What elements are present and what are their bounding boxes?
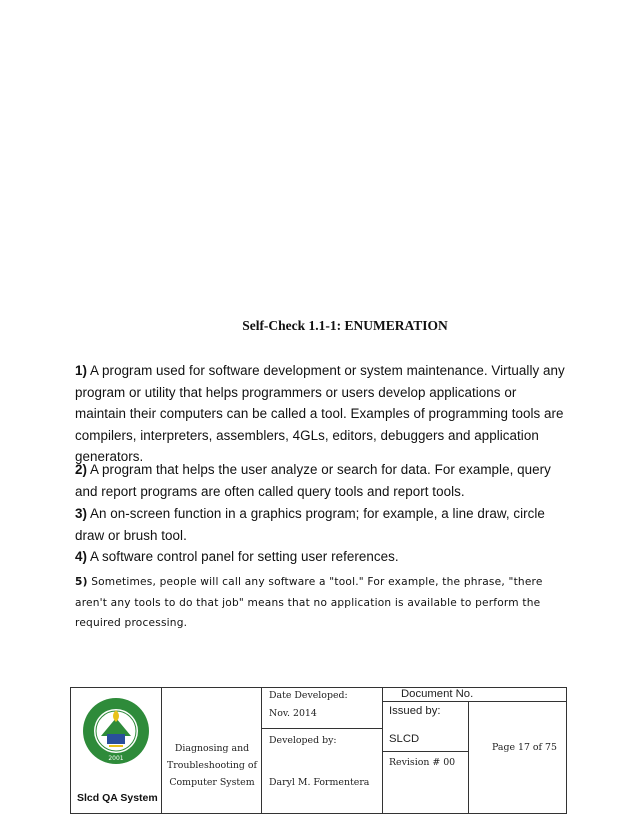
enumeration-item-3 bbox=[75, 503, 570, 546]
college-seal-logo bbox=[81, 696, 151, 766]
enumeration-item-5 bbox=[75, 572, 570, 634]
date-developed-label: Date Developed: bbox=[269, 690, 348, 701]
item-text: A program that helps the user analyze or search for data. For example, query and report programs are often called query tools and report tools. bbox=[75, 462, 551, 499]
issued-by-label: Issued by: bbox=[389, 705, 441, 717]
developed-by-label: Developed by: bbox=[269, 735, 337, 746]
item-number: 1) bbox=[75, 363, 88, 378]
course-title: Diagnosing and Troubleshooting of Computer System bbox=[167, 743, 258, 788]
enumeration-item-2 bbox=[75, 459, 570, 502]
divider bbox=[261, 688, 262, 813]
developed-by-value: Daryl M. Formentera bbox=[269, 777, 370, 788]
section-heading: Self-Check 1.1-1: ENUMERATION bbox=[242, 318, 448, 333]
item-number: 2) bbox=[75, 462, 88, 477]
item-text: A program used for software development or system maintenance. Virtually any program or utility that helps programmers or users develop applications or maintain their computers can be called a tool. Examples of programming tools are compilers, interpreters, assemblers, 4GLs, editors, debuggers and application generators. bbox=[75, 363, 565, 465]
enumeration-item-1 bbox=[75, 360, 570, 468]
brand-label: Slcd QA System bbox=[77, 792, 158, 804]
issued-by-value: SLCD bbox=[389, 733, 420, 745]
page-number: Page 17 of 75 bbox=[492, 742, 557, 753]
item-text: A software control panel for setting user references. bbox=[87, 549, 399, 564]
revision-number: Revision # 00 bbox=[389, 757, 456, 768]
enumeration-item-4 bbox=[75, 546, 570, 568]
item-number: 5) bbox=[75, 576, 88, 588]
date-developed-value: Nov. 2014 bbox=[269, 708, 317, 719]
item-number: 3) bbox=[75, 506, 88, 521]
item-text: An on-screen function in a graphics program; for example, a line draw, circle draw or brush tool. bbox=[75, 506, 545, 543]
divider bbox=[382, 751, 468, 752]
divider bbox=[468, 701, 469, 813]
item-text: Sometimes, people will call any software a "tool." For example, the phrase, "there aren't any tools to do that job" means that no application is available to perform the required processing. bbox=[75, 576, 543, 629]
divider bbox=[382, 701, 567, 702]
divider bbox=[261, 728, 382, 729]
divider bbox=[161, 688, 162, 813]
document-number-label: Document No. bbox=[401, 688, 474, 700]
item-number: 4) bbox=[75, 549, 88, 564]
logo-year: 2001 bbox=[108, 755, 124, 762]
document-footer-table bbox=[70, 687, 567, 814]
